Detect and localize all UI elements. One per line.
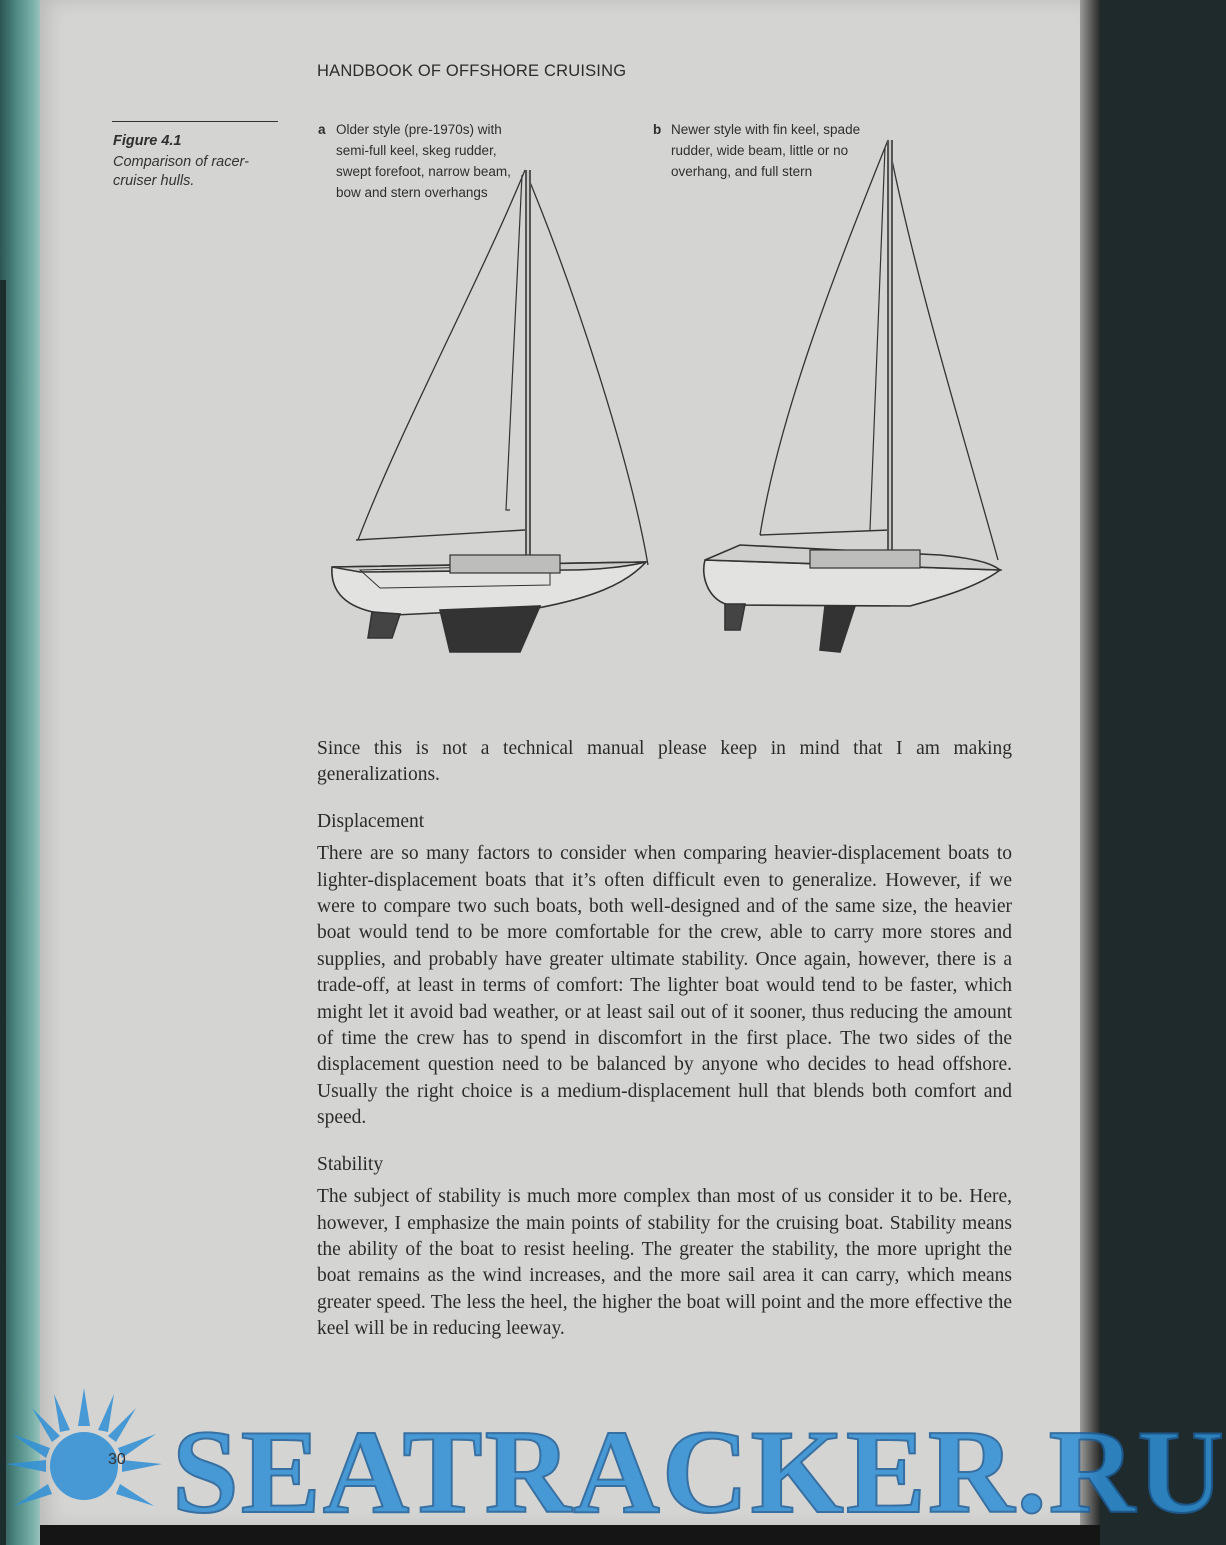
intro-paragraph: Since this is not a technical manual please keep in mind that I am making generalizations. bbox=[317, 738, 1012, 786]
displacement-heading: Displacement bbox=[317, 810, 425, 832]
figure-caption: Comparison of racer-cruiser hulls. bbox=[113, 154, 249, 189]
figure-rule bbox=[112, 121, 278, 122]
book-spine-shadow bbox=[0, 280, 6, 1545]
book-cover-edge bbox=[0, 0, 42, 1545]
boat-b-illustration bbox=[704, 140, 1000, 652]
watermark-text: SEATRACKER.RU bbox=[172, 1405, 1226, 1538]
subcaption-b-text: Newer style with fin keel, spade rudder, wide beam, little or no overhang, and full stern bbox=[671, 122, 861, 179]
running-head: HANDBOOK OF OFFSHORE CRUISING bbox=[317, 62, 627, 80]
body-text bbox=[317, 736, 1012, 1343]
figure-label: Figure 4.1 bbox=[113, 133, 182, 149]
subcaption-a-text: Older style (pre-1970s) with semi-full keel, skeg rudder, swept forefoot, narrow beam, bow and stern overhangs bbox=[336, 122, 511, 200]
subcaption-b-letter: b bbox=[653, 122, 662, 137]
displacement-paragraph: There are so many factors to consider when comparing heavier-displacement boats to lighter-displacement boats that it’s often difficult even to generalize. However, if we were to compare two such boats, both well-designed and of the same size, the heavier boat would tend to be more comfortable for the crew, able to carry more stores and supplies, and probably have greater ultimate stability. Once again, however, there is a trade-off, at least in terms of comfort: The lighter boat would tend to be faster, which might let it avoid bad weather, or at least sail out of it sooner, thus reducing the amount of time the crew has to spend in discomfort in the first place. The two sides of the displacement question need to be balanced by anyone who decides to head offshore. Usually the right choice is a medium-displacement hull that blends both comfort and speed. bbox=[317, 843, 1012, 1129]
subcaption-a-letter: a bbox=[318, 122, 326, 137]
page-gutter-shadow bbox=[1080, 0, 1100, 1545]
watermark-sun-icon bbox=[2, 1386, 166, 1526]
boat-a-illustration bbox=[332, 170, 648, 652]
sailboat-illustration bbox=[300, 130, 1040, 670]
page-number: 30 bbox=[108, 1451, 126, 1468]
stability-heading: Stability bbox=[317, 1153, 384, 1175]
stability-paragraph: The subject of stability is much more complex than most of us consider it to be. Here, however, I emphasize the main points of stability for the cruising boat. Stability means the ability of the boat to resist heeling. The greater the stability, the more upright the boat remains as the wind increases, and the more sail area it can carry, which means greater speed. The less the heel, the higher the boat will point and the more effective the keel will be in reducing leeway. bbox=[317, 1186, 1012, 1340]
